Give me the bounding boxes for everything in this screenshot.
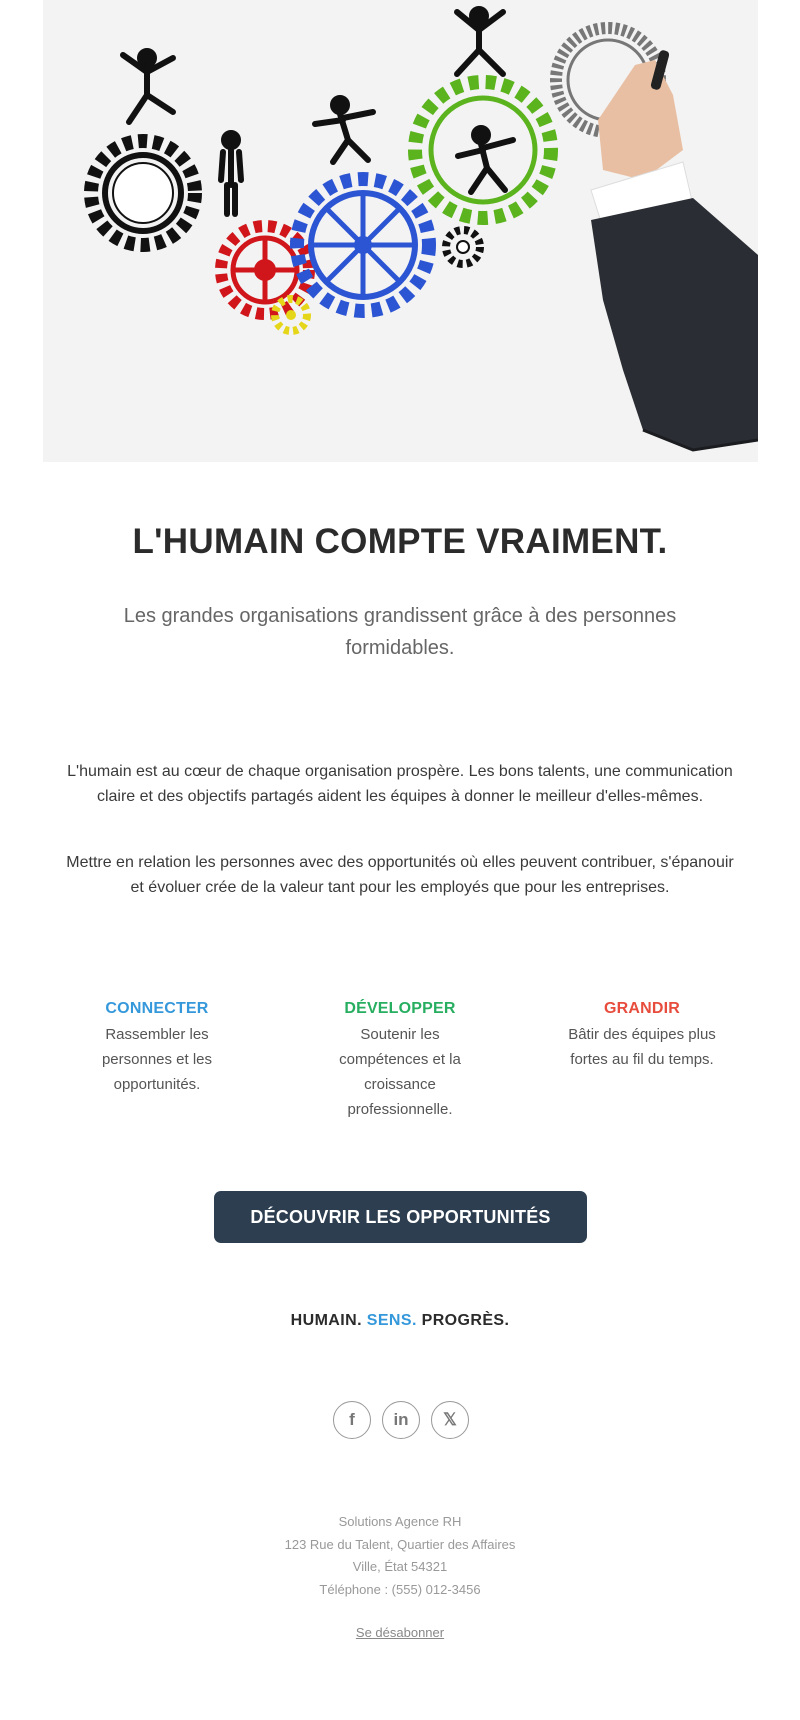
value-paragraph: Mettre en relation les personnes avec des opportunités où elles peuvent contribuer, s'épanouir et évoluer crée de la valeur tant pour les employés que pour les entreprises. xyxy=(66,854,734,896)
pillar-title: DÉVELOPPER xyxy=(344,1000,456,1017)
facebook-icon[interactable]: f xyxy=(333,1401,371,1439)
walking-figure-middle xyxy=(315,98,373,162)
x-icon[interactable]: 𝕏 xyxy=(431,1401,469,1439)
intro-paragraph: L'humain est au cœur de chaque organisation prospère. Les bons talents, une communication claire et des objectifs partagés aident les équipes à donner le meilleur d'elles-mêmes. xyxy=(67,763,733,805)
subheadline: Les grandes organisations grandissent grâce à des personnes formidables. xyxy=(123,605,677,659)
social-links xyxy=(333,1401,469,1441)
pillar-grandir xyxy=(557,1000,727,1072)
pillar-text: Soutenir les compétences et la croissance professionnelle. xyxy=(339,1026,461,1118)
page-title: L'HUMAIN COMPTE VRAIMENT. xyxy=(132,522,668,561)
blue-gear xyxy=(297,179,429,311)
hero-image xyxy=(43,0,758,462)
pillar-text: Bâtir des équipes plus fortes au fil du temps. xyxy=(568,1026,716,1068)
footer-address xyxy=(0,1511,800,1601)
tagline-human: HUMAIN. xyxy=(290,1312,362,1329)
pillar-connecter xyxy=(72,1000,242,1097)
pillar-developper xyxy=(315,1000,485,1122)
tagline-meaning: SENS. xyxy=(366,1312,417,1329)
small-black-gear xyxy=(446,230,480,264)
tagline-progress: PROGRÈS. xyxy=(421,1312,510,1329)
jumping-figure-left xyxy=(123,51,173,122)
tagline xyxy=(0,1312,800,1330)
city-state: Ville, État 54321 xyxy=(352,1559,448,1574)
standing-figure xyxy=(221,133,241,214)
company-name: Solutions Agence RH xyxy=(338,1514,462,1529)
jumping-figure-top xyxy=(457,9,503,74)
black-gear xyxy=(91,141,195,245)
pillar-title: GRANDIR xyxy=(603,1000,681,1017)
unsubscribe xyxy=(0,1625,800,1640)
discover-opportunities-button[interactable]: DÉCOUVRIR LES OPPORTUNITÉS xyxy=(214,1191,587,1243)
unsubscribe-link[interactable]: Se désabonner xyxy=(355,1625,445,1640)
yellow-gear xyxy=(275,299,307,331)
phone-number: Téléphone : (555) 012-3456 xyxy=(319,1581,481,1597)
pillar-text: Rassembler les personnes et les opportunités. xyxy=(101,1026,213,1093)
linkedin-icon[interactable]: in xyxy=(382,1401,420,1439)
street-address: 123 Rue du Talent, Quartier des Affaires xyxy=(284,1536,516,1552)
hand-with-marker xyxy=(591,49,758,450)
pillar-title: CONNECTER xyxy=(105,1000,209,1017)
